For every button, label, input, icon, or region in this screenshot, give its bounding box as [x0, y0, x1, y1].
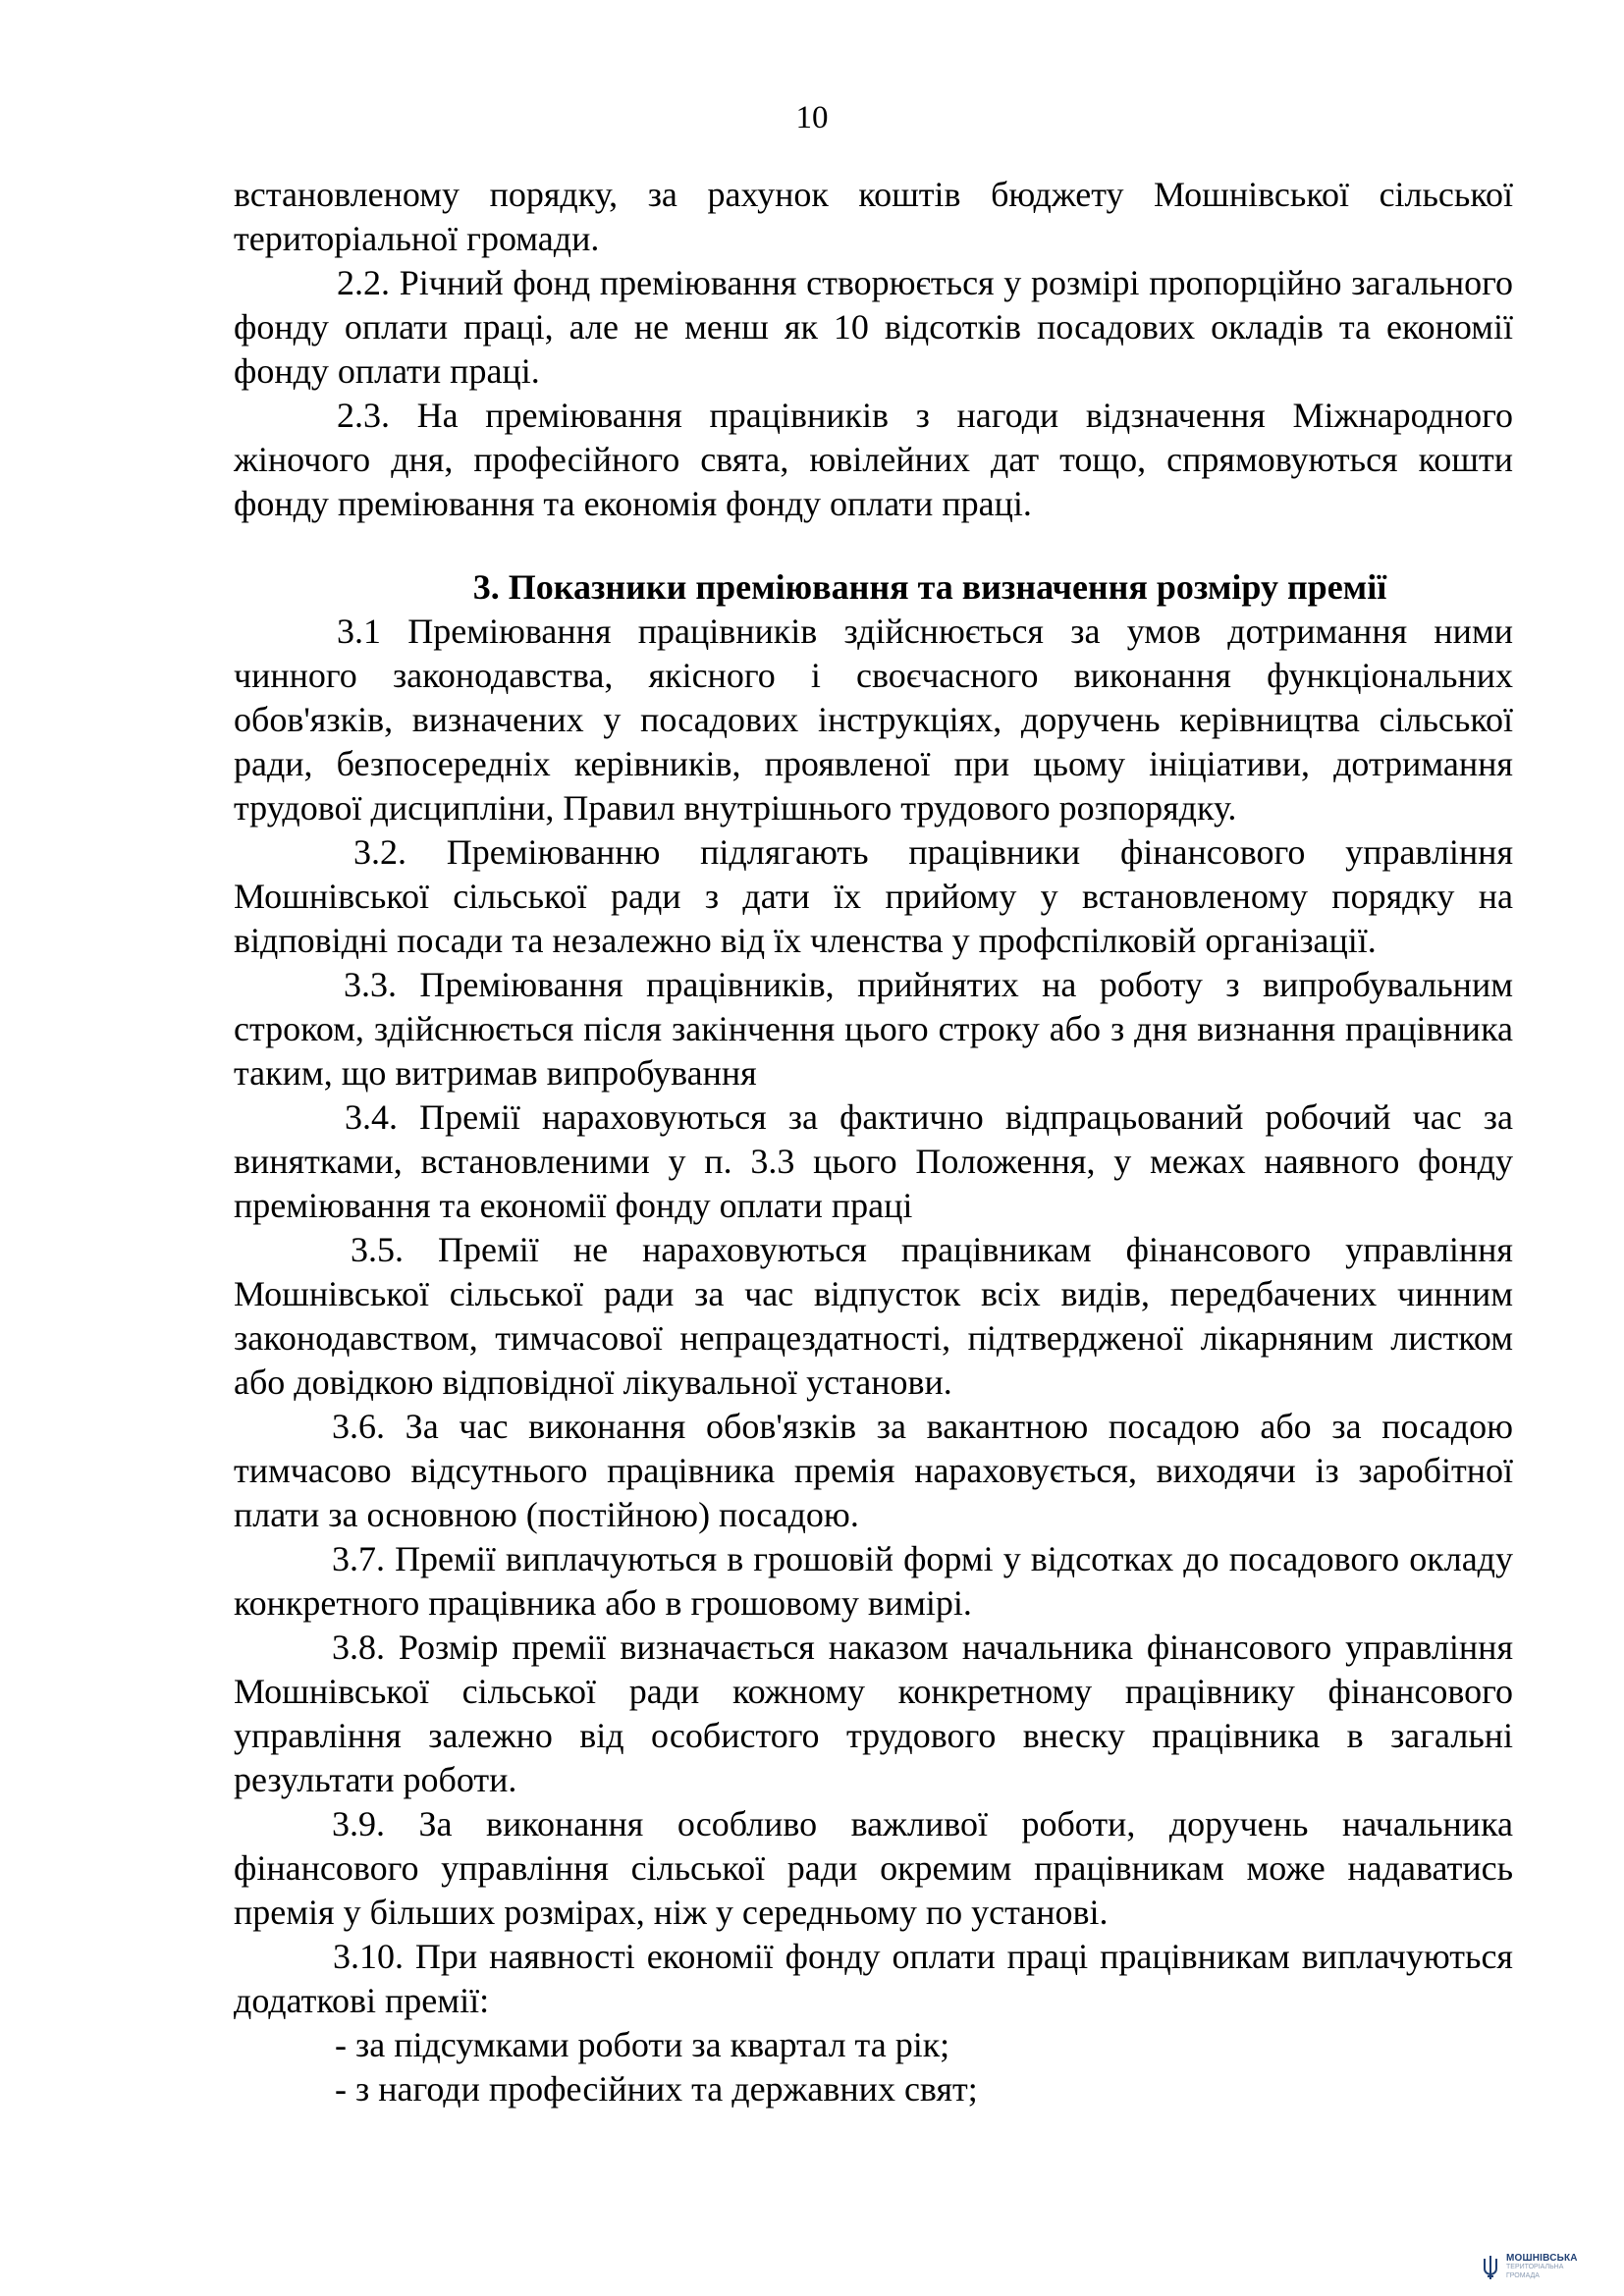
- paragraph-3-8: 3.8. Розмір премії визначається наказом начальника фінансового управління Мошнівської сільської ради кожному конкретному працівнику фінансового управління залежно від особистого трудового внеску працівника в загальні результати роботи.: [234, 1628, 1513, 1799]
- paragraph-3-2: 3.2. Преміюванню підлягають працівники фінансового управління Мошнівської сільської ради з дати їх прийому у встановленому порядку на відповідні посади та незалежно від їх членства у профспілковій організації.: [234, 832, 1513, 960]
- logo-subtitle-2: ГРОМАДА: [1506, 2272, 1540, 2279]
- community-logo: [1481, 2254, 1578, 2280]
- bullet-item-1: - за підсумками роботи за квартал та рік;: [335, 2025, 950, 2064]
- paragraph-3-1: 3.1 Преміювання працівників здійснюється за умов дотримання ними чинного законодавства, якісного і своєчасного виконання функціональних обов'язків, визначених у посадових інструкціях, доручень керівництва сільської ради, безпосередніх керівників, проявленої при цьому ініціативи, дотримання трудової дисципліни, Правил внутрішнього трудового розпорядку.: [234, 612, 1513, 828]
- paragraph-continuation: встановленому порядку, за рахунок коштів бюджету Мошнівської сільської територіальної громади.: [234, 175, 1513, 258]
- paragraph-3-4: 3.4. Премії нараховуються за фактично відпрацьований робочий час за винятками, встановленими у п. 3.3 цього Положення, у межах наявного фонду преміювання та економії фонду оплати праці: [234, 1097, 1513, 1225]
- paragraph-2-2: 2.2. Річний фонд преміювання створюється у розмірі пропорційно загального фонду оплати праці, але не менш як 10 відсотків посадових окладів та економії фонду оплати праці.: [234, 263, 1513, 391]
- paragraph-3-3: 3.3. Преміювання працівників, прийнятих на роботу з випробувальним строком, здійснюється після закінчення цього строку або з дня визнання працівника таким, що витримав випробування: [234, 965, 1513, 1093]
- paragraph-2-3: 2.3. На преміювання працівників з нагоди відзначення Міжнародного жіночого дня, професійного свята, ювілейних дат тощо, спрямовуються кошти фонду преміювання та економія фонду оплати праці.: [234, 396, 1513, 523]
- logo-text: [1506, 2254, 1578, 2280]
- paragraph-3-6: 3.6. За час виконання обов'язків за вакантною посадою або за посадою тимчасово відсутнього працівника премія нараховується, виходячи із заробітної плати за основною (постійною) посадою.: [234, 1407, 1513, 1534]
- paragraph-3-9: 3.9. За виконання особливо важливої роботи, доручень начальника фінансового управління сільської ради окремим працівникам може надаватись премія у більших розмірах, ніж у середньому по установі.: [234, 1804, 1513, 1932]
- document-body: [234, 173, 1513, 2111]
- paragraph-3-10: 3.10. При наявності економії фонду оплати праці працівникам виплачуються додаткові премії:: [234, 1937, 1513, 2020]
- section-3-heading: 3. Показники преміювання та визначення розміру премії: [472, 567, 1387, 607]
- logo-subtitle: ТЕРИТОРІАЛЬНА: [1506, 2264, 1564, 2270]
- trident-icon: [1481, 2255, 1500, 2280]
- paragraph-3-7: 3.7. Премії виплачуються в грошовій формі у відсотках до посадового окладу конкретного працівника або в грошовому вимірі.: [234, 1539, 1513, 1623]
- bullet-item-2: - з нагоди професійних та державних свят;: [335, 2069, 978, 2109]
- page-number: 10: [795, 100, 829, 135]
- paragraph-3-5: 3.5. Премії не нараховуються працівникам фінансового управління Мошнівської сільської ради за час відпусток всіх видів, передбачених чинним законодавством, тимчасової непрацездатності, підтвердженої лікарняним листком або довідкою відповідної лікувальної установи.: [234, 1230, 1513, 1402]
- logo-title: МОШНІВСЬКА: [1506, 2253, 1578, 2264]
